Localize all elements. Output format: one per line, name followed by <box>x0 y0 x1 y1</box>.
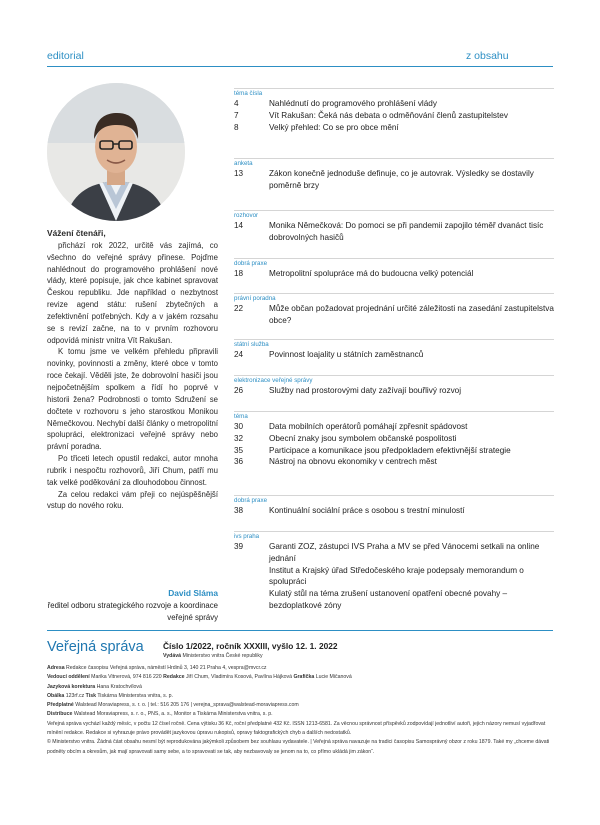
imprint-label: Vedoucí oddělení <box>47 674 90 681</box>
imprint-value: Lucie Mičanová <box>315 674 352 681</box>
toc-section-title: dobrá praxe <box>234 497 268 504</box>
section-label-contents: z obsahu <box>466 50 509 62</box>
toc-entry-title: Participace a komunikace jsou předpokladem efektivnější strategie <box>269 445 511 455</box>
toc-page-number: 4 <box>234 99 239 108</box>
editor-portrait-illustration <box>47 83 185 221</box>
publisher-name: Ministerstvo vnitra České republiky <box>182 653 263 659</box>
imprint-value: Redakce časopisu Veřejná správa, náměstí Hrdinů 3, 140 21 Praha 4, vespra@mvcr.cz <box>66 665 267 671</box>
imprint-label: Distribuce <box>47 711 73 718</box>
imprint-copyright: © Ministerstvo vnitra. Žádná část obsahu nesmí být reprodukována jakýmkoli způsobem bez souhlasu vydavatele. | Veřejná správa navazuje na tradici časopisu Samosprávný obzor z roku 1879. Také my „chceme dávati podněty obcím a okresům, jak mají spravovati samy sebe, a to spravovati se tak, aby nezbavovaly se jenom na to, co přímo ukládá jim zákon“. <box>47 739 550 755</box>
toc-entry[interactable] <box>234 268 554 280</box>
imprint-line <box>47 701 553 710</box>
imprint-label: Předplatné <box>47 702 74 709</box>
toc-section-title: státní služba <box>234 341 269 348</box>
toc-section-title: právní poradna <box>234 295 276 302</box>
toc-section <box>234 158 554 192</box>
toc-entry-title: Obecní znaky jsou symbolem občanské pospolitosti <box>269 433 457 443</box>
toc-section <box>234 293 554 327</box>
toc-page-number: 38 <box>234 506 244 515</box>
publisher-line <box>163 653 263 659</box>
toc-section-title: elektronizace veřejné správy <box>234 377 313 384</box>
toc-section <box>234 495 554 517</box>
imprint <box>47 664 553 757</box>
toc-page-number: 14 <box>234 221 244 230</box>
toc-entry-title: Nahlédnutí do programového prohlášení vlády <box>269 99 437 108</box>
toc-section <box>234 339 554 361</box>
imprint-line <box>47 664 553 673</box>
editorial-greeting: Vážení čtenáři, <box>47 228 106 238</box>
toc-section-title: dobrá praxe <box>234 260 268 267</box>
toc-page-number: 24 <box>234 350 244 359</box>
toc-page-number: 22 <box>234 304 244 313</box>
toc-entry[interactable] <box>234 541 554 565</box>
toc-entry[interactable] <box>234 433 554 445</box>
toc-page-number: 13 <box>234 169 244 178</box>
editor-portrait <box>47 83 185 221</box>
toc-entry[interactable] <box>234 505 554 517</box>
issue-info: Číslo 1/2022, ročník XXXIII, vyšlo 12. 1. 2022 <box>163 641 338 651</box>
toc-section-title: téma <box>234 413 248 420</box>
toc-section-title: rozhovor <box>234 212 259 219</box>
magazine-logo: Veřejná správa <box>47 639 144 655</box>
imprint-line <box>47 692 553 701</box>
toc-entry-title: Nástroj na obnovu ekonomiky v centrech měst <box>269 457 437 467</box>
toc-page-number: 18 <box>234 269 244 278</box>
editorial-paragraph: přichází rok 2022, určitě vás zajímá, co všechno do veřejné správy přinese. Pojďme nahlédnout do programového prohlášení nové vlády, které popisuje, jak chce kabinet spravovat Českou republiku. Jde například o nezbytnost revize agend státu: rušení zbytečných a zefektivnění potřebných. Kdy a v jakém rozsahu se s revizí začne, na to v prvním rozhovoru odpovídá ministr vnitra Vít Rakušan. <box>47 240 218 345</box>
toc-entry-title: Povinnost loajality u státních zaměstnanců <box>269 350 424 359</box>
section-label-editorial: editorial <box>47 50 84 62</box>
toc-entry[interactable] <box>234 303 554 327</box>
toc-page-number: 7 <box>234 110 239 120</box>
editorial-letter <box>47 228 218 512</box>
toc-section-title: ivs praha <box>234 533 260 540</box>
toc-entry-title: Data mobilních operátorů pomáhají zpřesnit spádovost <box>269 422 468 431</box>
toc-entry[interactable] <box>234 98 554 110</box>
imprint-label: Jazyková korektura <box>47 683 96 690</box>
imprint-legal: Veřejná správa vychází každý měsíc, v počtu 12 čísel ročně. Cena výtisku 36 Kč, roční předplatné 432 Kč. ISSN 1213-6581. Za věcnou správnost příspěvků zodpovídají jednotliví autoři, jejich názory nemusí vyjadřovat mínění redakce. Redakce si vyhrazuje právo provádět jazykovou úpravu rukopisů, opravy faktografických chyb a dalších nedostatků. <box>47 720 546 737</box>
toc-entry[interactable] <box>234 168 554 192</box>
toc-section <box>234 375 554 397</box>
imprint-value: Walstead Moraviapress, s. r. o. | tel.: 516 205 176 | verejna_sprava@walstead-moraviapress.com <box>75 702 299 709</box>
signature-name: David Sláma <box>168 588 218 598</box>
imprint-label: Redakce <box>163 674 185 681</box>
masthead-divider <box>47 630 553 631</box>
imprint-label: Grafička <box>293 674 315 681</box>
editorial-paragraph: Po třiceti letech opustil redakci, autor mnoha rubrik i nespočtu rozhovorů, Jiří Chum, patří mu tak velké poděkování za dlouhodobou činnost. <box>47 454 218 487</box>
toc-page-number: 8 <box>234 122 239 132</box>
toc-entry[interactable] <box>234 385 554 397</box>
toc-section <box>234 531 554 612</box>
toc-entry-title: Institut a Krajský úřad Středočeského kraje podepsaly memorandum o spolupráci <box>269 565 524 587</box>
imprint-value: Tiskárna Ministerstva vnitra, s. p. <box>97 692 173 699</box>
imprint-value: Marika Vitnerová, 974 816 220 <box>91 674 162 681</box>
publisher-label: Vydává <box>163 653 181 659</box>
editorial-signature <box>47 588 218 623</box>
toc-entry-title: Garanti ZOZ, zástupci IVS Praha a MV se před Vánocemi setkali na online jednání <box>269 542 540 563</box>
toc-entry[interactable] <box>234 421 554 433</box>
toc-entry-title: Zákon konečně jednoduše definuje, co je autovrak. Výsledky se dostavily poměrně brzy <box>269 169 534 190</box>
imprint-label: Adresa <box>47 665 65 671</box>
toc-page-number: 30 <box>234 422 244 431</box>
toc-entry[interactable] <box>234 456 554 468</box>
imprint-value: Hana Kratochvílová <box>96 683 142 690</box>
toc-section-title: anketa <box>234 160 253 167</box>
imprint-value: 123rf.cz <box>65 692 85 699</box>
signature-title: ředitel odboru strategického rozvoje a koordinace veřejné správy <box>47 600 218 622</box>
toc-entry-title: Kontinuální sociální práce s osobou s trestní minulostí <box>269 506 465 515</box>
toc-section-title: téma čísla <box>234 90 263 97</box>
toc-entry-title: Velký přehled: Co se pro obce mění <box>269 122 399 132</box>
toc-entry[interactable] <box>234 588 554 612</box>
toc-entry-title: Kulatý stůl na téma zrušení ustanovení opatření obecné povahy – bezdoplatkové zóny <box>269 589 508 610</box>
toc-entry-title: Služby nad prostorovými daty zažívají bouřlivý rozvoj <box>269 386 462 395</box>
imprint-line <box>47 710 553 719</box>
toc-section <box>234 258 554 280</box>
imprint-line <box>47 673 553 682</box>
imprint-value: Jiří Chum, Vladimíra Kosová, Pavlína Hájková <box>185 674 293 681</box>
toc-page-number: 26 <box>234 386 244 395</box>
imprint-value: Walstead Moraviapress, s. r. o., PNS, a. s., Monitor a Tiskárna Ministerstva vnitra, s. p. <box>73 711 273 718</box>
toc-entry[interactable] <box>234 220 554 244</box>
toc-page-number: 39 <box>234 542 244 551</box>
toc-entry[interactable] <box>234 445 554 457</box>
toc-entry-title: Vít Rakušan: Čeká nás debata o odměňování členů zastupitelstev <box>269 110 508 120</box>
toc-page-number: 35 <box>234 445 244 455</box>
toc-entry[interactable] <box>234 110 554 122</box>
imprint-line <box>47 683 553 692</box>
imprint-label: Tisk <box>85 692 96 699</box>
toc-entry-title: Může občan požadovat projednání určité záležitosti na zasedání zastupitelstva obce? <box>269 304 554 325</box>
toc-page-number: 36 <box>234 457 244 467</box>
toc-section <box>234 88 554 133</box>
toc-entry[interactable] <box>234 349 554 361</box>
toc-section <box>234 411 554 468</box>
editorial-paragraph: K tomu jsme ve velkém přehledu připravili novinky, povinnosti a změny, které obce v tomto roce čekají. Věděli jste, že dobrovolní hasiči jsou nejpočetnějším spolkem a řídí ho poprvé v historii žena? Podrobnosti o tomto Sdružení se dočtete v rozhovoru s jeho starostkou Monikou Němečkovou. Nechybí další články o metropolitní spolupráci, elektronizaci veřejné správy nebo právní poradna. <box>47 347 218 452</box>
imprint-label: Obálka <box>47 692 65 699</box>
toc-page-number: 32 <box>234 433 244 443</box>
toc-section <box>234 210 554 244</box>
header-divider <box>47 66 553 67</box>
editorial-paragraph: Za celou redakci vám přeji co nejúspěšnější vstup do nového roku. <box>47 489 218 511</box>
toc-entry-title: Metropolitní spolupráce má do budoucna velký potenciál <box>269 269 474 278</box>
toc-entry-title: Monika Němečková: Do pomoci se při pandemii zapojilo téměř dvanáct tisíc dobrovolných hasičů <box>269 221 544 242</box>
toc-entry[interactable] <box>234 122 554 134</box>
toc-entry[interactable] <box>234 565 554 589</box>
